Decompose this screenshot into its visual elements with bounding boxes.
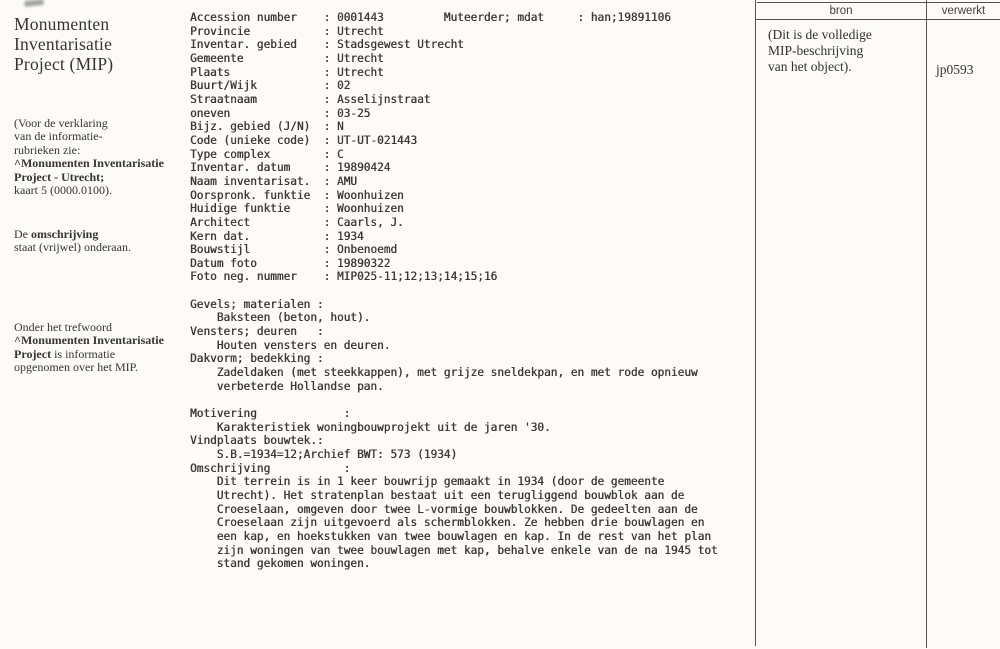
title-line: Monumenten <box>14 14 110 34</box>
record-field-line: Type complex : C <box>190 147 344 161</box>
record-field-line: Naam inventarisat. : AMU <box>190 174 357 188</box>
record-section-header: Gevels; materialen : <box>190 297 324 311</box>
note-text: rubrieken zie: <box>14 142 81 157</box>
record-section-line: Croeselaan, omgeven door twee L-vormige bouwblokken. De gedeelten aan de <box>190 502 698 516</box>
scan-ink-smudge <box>24 0 45 7</box>
record-field-line: oneven : 03-25 <box>190 106 371 120</box>
record-field-line: Gemeente : Utrecht <box>190 51 384 65</box>
record-section-line: Zadeldaken (met steekkappen), met grijze sneldekpan, en met rode opnieuw <box>190 366 698 380</box>
record-section-line: Utrecht). Het stratenplan bestaat uit een terugliggend bouwblok aan de <box>190 488 685 502</box>
record-field-line: Provincie : Utrecht <box>190 24 384 38</box>
note-line <box>14 348 164 361</box>
record-field-line: Inventar. gebied : Stadsgewest Utrecht <box>190 38 464 52</box>
record-section-line: Houten vensters en deuren. <box>190 338 391 352</box>
title-line: Project (MIP) <box>14 54 114 74</box>
note-text-bold: Project - Utrecht; <box>14 169 105 184</box>
note-line <box>14 171 164 184</box>
title-line: Inventarisatie <box>14 34 113 54</box>
sidebar-note-omschrijving <box>14 228 131 255</box>
note-line <box>14 157 164 170</box>
record-field-line: Plaats : Utrecht <box>190 65 384 79</box>
note-text: kaart 5 (0000.0100). <box>14 183 112 198</box>
record-blank-line <box>190 393 718 407</box>
record-section-header: Omschrijving : <box>190 461 351 475</box>
bron-note-line: (Dit is de volledige <box>768 27 872 42</box>
bron-note-line: van het object). <box>768 58 852 74</box>
typewritten-record <box>190 11 718 571</box>
page-title <box>14 14 113 74</box>
panel-column-rule <box>926 0 927 648</box>
record-field-line: Foto neg. nummer : MIP025-11;12;13;14;15;16 <box>190 270 498 284</box>
record-section-line: Baksteen (beton, hout). <box>190 311 371 325</box>
note-text: is informatie <box>51 346 116 361</box>
record-section-header: Vensters; deuren : <box>190 325 324 339</box>
record-section-line: een kap, en hoekstukken van twee bouwlagen en kap. In de rest van het plan <box>190 529 711 543</box>
panel-top-rule <box>757 2 1000 3</box>
record-section-line: verbeterde Hollandse pan. <box>190 379 384 393</box>
note-text-bold: Project <box>14 346 52 361</box>
note-text-bold: ^Monumenten Inventarisatie <box>14 156 164 171</box>
note-text: staat (vrijwel) onderaan. <box>14 240 131 255</box>
record-field-line: Inventar. datum : 19890424 <box>190 161 391 175</box>
note-line <box>14 361 164 374</box>
note-text-bold: ^Monumenten Inventarisatie <box>14 333 164 348</box>
record-field-line: Code (unieke code) : UT-UT-021443 <box>190 133 418 147</box>
note-text-bold: omschrijving <box>31 227 99 241</box>
bron-note <box>768 27 872 74</box>
note-line <box>14 117 164 130</box>
panel-header-rule <box>755 19 1000 20</box>
record-field-line: Bijz. gebied (J/N) : N <box>190 120 344 134</box>
note-text: Onder het trefwoord <box>14 320 112 334</box>
record-section-line: Croeselaan zijn uitgevoerd als schermblokken. Ze hebben drie bouwlagen en <box>190 516 705 530</box>
sidebar-note-legend <box>14 117 164 197</box>
sidebar-note-trefwoord <box>14 321 164 375</box>
note-text: van de informatie- <box>14 129 103 144</box>
note-text: (Voor de verklaring <box>14 116 108 130</box>
record-section-header: Vindplaats bouwtek.: <box>190 434 324 448</box>
note-line <box>14 130 164 143</box>
record-field-line: Kern dat. : 1934 <box>190 229 364 243</box>
record-field-line: Buurt/Wijk : 02 <box>190 79 351 93</box>
record-section-header: Dakvorm; bedekking : <box>190 352 324 366</box>
panel-left-rule <box>755 0 756 646</box>
record-section-line: stand gekomen woningen. <box>190 557 371 571</box>
note-line <box>14 321 164 334</box>
column-header-bron: bron <box>829 5 853 17</box>
note-line <box>14 228 131 241</box>
record-field-line: Bouwstijl : Onbenoemd <box>190 243 398 257</box>
note-line <box>14 334 164 347</box>
note-line <box>14 241 131 254</box>
record-field-line: Oorspronk. funktie : Woonhuizen <box>190 188 404 202</box>
record-section-line: S.B.=1934=12;Archief BWT: 573 (1934) <box>190 447 458 461</box>
record-blank-line <box>190 284 718 298</box>
record-section-line: Karakteristiek woningbouwprojekt uit de jaren '30. <box>190 420 551 434</box>
record-section-line: zijn woningen van twee bouwlagen met kap, behalve enkele van de na 1945 tot <box>190 543 718 557</box>
bron-note-line: MIP-beschrijving <box>768 42 864 58</box>
column-header-verwerkt: verwerkt <box>941 5 986 17</box>
record-field-line: Architect : Caarls, J. <box>190 215 404 229</box>
note-line <box>14 184 164 197</box>
record-field-line: Datum foto : 19890322 <box>190 256 391 270</box>
record-section-line: Dit terrein is in 1 keer bouwrijp gemaakt in 1934 (door de gemeente <box>190 475 665 489</box>
verwerkt-value: jp0593 <box>936 62 974 77</box>
record-field-line: Accession number : 0001443 Muteerder; mdat : han;19891106 <box>190 11 671 24</box>
note-text: De <box>14 227 31 241</box>
record-section-header: Motivering : <box>190 407 351 420</box>
record-field-line: Straatnaam : Asselijnstraat <box>190 92 431 106</box>
note-text: opgenomen over het MIP. <box>14 360 138 375</box>
record-field-line: Huidige funktie : Woonhuizen <box>190 202 404 216</box>
note-line <box>14 144 164 157</box>
